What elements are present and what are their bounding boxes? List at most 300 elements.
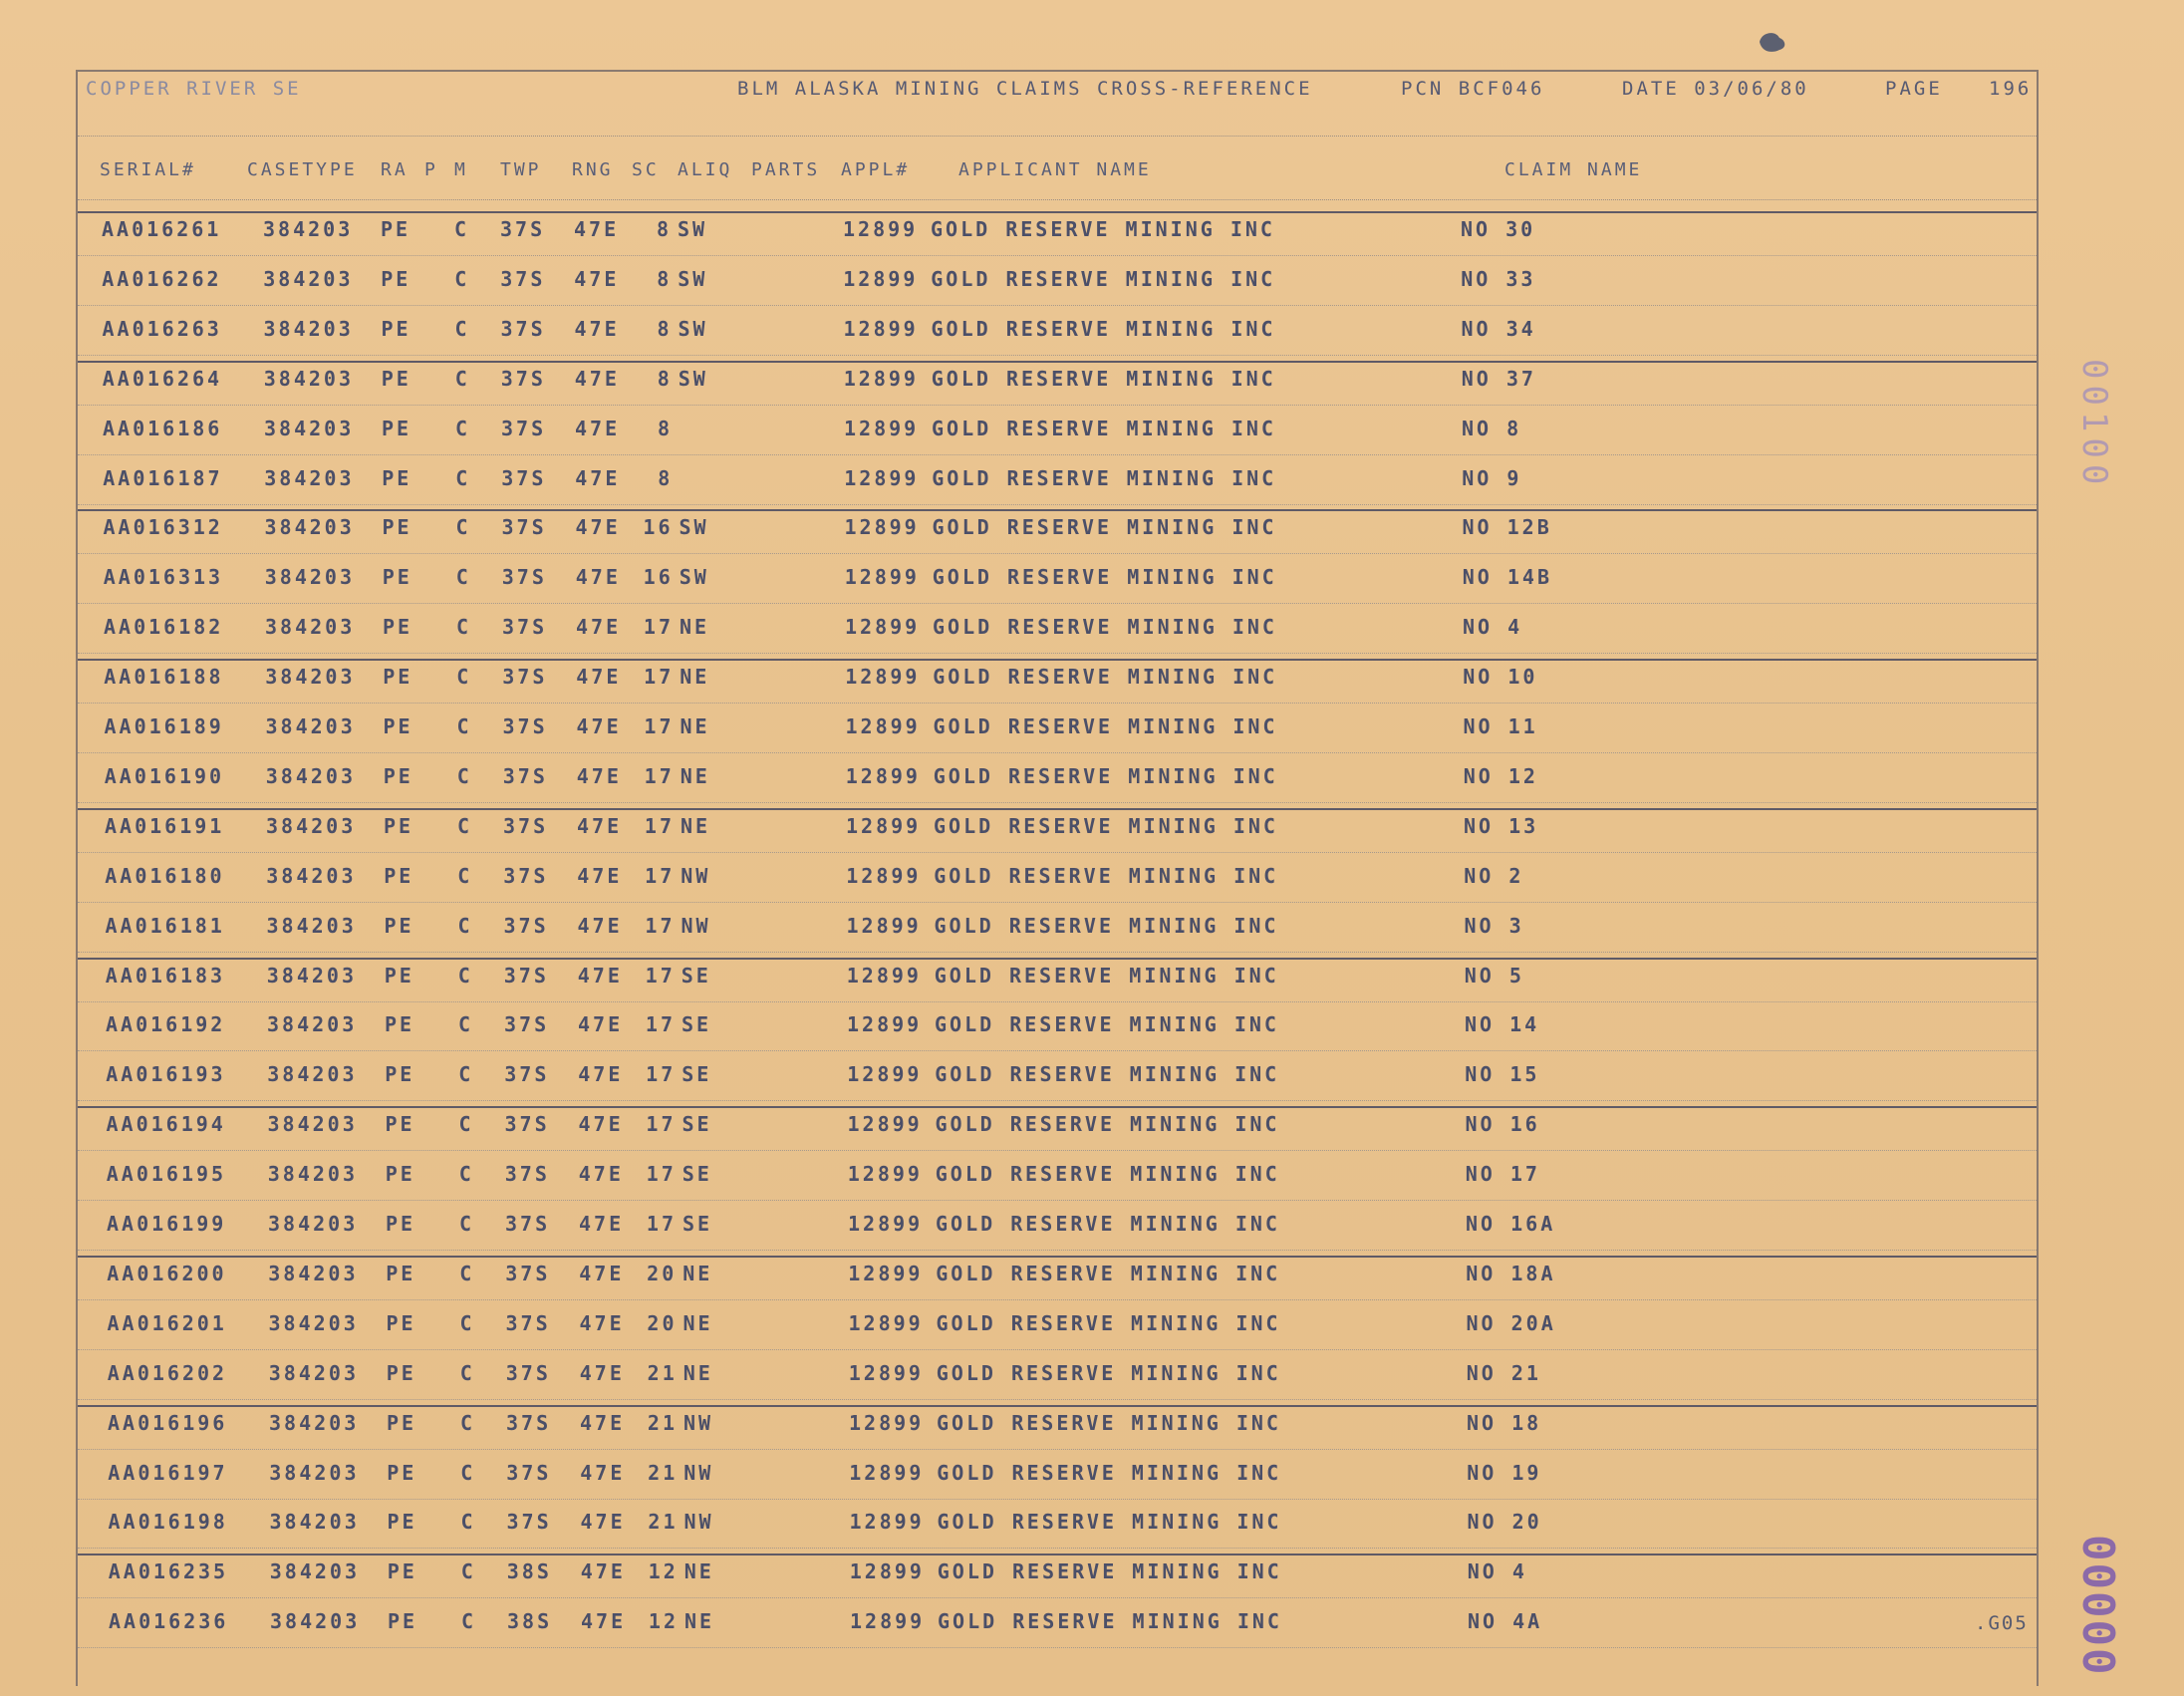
- cell-casetype: 384203: [268, 1310, 359, 1335]
- cell-casetype: 384203: [268, 1360, 359, 1385]
- cell-sc: 8: [657, 366, 673, 391]
- cell-claim: NO 16A: [1466, 1212, 1556, 1236]
- cell-aliq: SE: [682, 1162, 712, 1187]
- col-serial: SERIAL#: [100, 159, 196, 180]
- table-row: [0, 1351, 2184, 1401]
- cell-claim: NO 3: [1464, 913, 1524, 938]
- cell-sc: 17: [644, 813, 675, 838]
- cell-casetype: 384203: [268, 1261, 359, 1285]
- cell-twp: 38S: [506, 1559, 552, 1584]
- cell-claim: NO 15: [1465, 1062, 1540, 1087]
- row-divider: [78, 1399, 2037, 1400]
- cell-appl: 12899: [846, 913, 922, 938]
- row-divider: [78, 603, 2037, 604]
- cell-sc: 20: [647, 1310, 678, 1335]
- cell-serial: AA016194: [106, 1112, 226, 1137]
- cell-aliq: NW: [681, 913, 711, 938]
- cell-serial: AA016193: [106, 1062, 226, 1087]
- cell-serial: AA016180: [105, 863, 225, 888]
- cell-applicant: GOLD RESERVE MINING INC: [934, 913, 1279, 938]
- cell-serial: AA016195: [106, 1162, 227, 1187]
- cell-applicant: GOLD RESERVE MINING INC: [935, 1112, 1280, 1137]
- row-divider: [78, 952, 2037, 953]
- cell-twp: 37S: [503, 813, 549, 838]
- cell-claim: NO 9: [1462, 465, 1522, 490]
- cell-aliq: NW: [683, 1460, 714, 1485]
- cell-appl: 12899: [847, 1012, 923, 1037]
- cell-twp: 37S: [500, 316, 546, 341]
- table-row: [0, 754, 2184, 804]
- cell-claim: NO 12: [1463, 763, 1538, 788]
- cell-serial: AA016196: [108, 1410, 228, 1435]
- row-divider: [78, 305, 2037, 306]
- cell-twp: 37S: [501, 515, 547, 540]
- cell-claim: NO 19: [1467, 1460, 1542, 1485]
- cell-rng: 47E: [575, 416, 621, 440]
- col-m: M: [454, 159, 468, 180]
- cell-casetype: 384203: [267, 1162, 358, 1187]
- cell-ra: PE: [388, 1609, 418, 1634]
- cell-twp: 37S: [500, 266, 546, 291]
- cell-rng: 47E: [576, 714, 622, 738]
- cell-rng: 47E: [578, 1112, 624, 1137]
- cell-applicant: GOLD RESERVE MINING INC: [937, 1510, 1282, 1535]
- row-divider: [78, 405, 2037, 406]
- cell-applicant: GOLD RESERVE MINING INC: [936, 1261, 1281, 1285]
- cell-aliq: SE: [681, 963, 711, 988]
- table-row: [0, 1152, 2184, 1202]
- cell-appl: 12899: [846, 963, 922, 988]
- row-divider: [78, 1647, 2037, 1648]
- row-strike-line: [78, 1256, 2037, 1258]
- cell-sc: 17: [644, 714, 675, 738]
- table-row: [0, 1301, 2184, 1351]
- cell-claim: NO 14: [1465, 1012, 1540, 1037]
- cell-sc: 8: [657, 266, 673, 291]
- cell-applicant: GOLD RESERVE MINING INC: [931, 266, 1276, 291]
- cell-aliq: SE: [682, 1062, 712, 1087]
- cell-aliq: SW: [678, 266, 708, 291]
- cell-claim: NO 37: [1461, 366, 1536, 391]
- cell-ra: PE: [387, 1510, 417, 1535]
- cell-ra: PE: [386, 1360, 416, 1385]
- cell-serial: AA016189: [104, 714, 224, 738]
- cell-twp: 37S: [503, 913, 549, 938]
- cell-ra: PE: [385, 1162, 415, 1187]
- table-row: [0, 257, 2184, 307]
- cell-appl: 12899: [845, 665, 921, 690]
- table-row: [0, 456, 2184, 506]
- cell-m: C: [457, 813, 473, 838]
- cell-serial: AA016187: [103, 465, 223, 490]
- cell-m: C: [455, 565, 471, 590]
- cell-aliq: NE: [680, 763, 710, 788]
- cell-appl: 12899: [844, 465, 920, 490]
- cell-ra: PE: [383, 714, 413, 738]
- cell-sc: 17: [645, 863, 676, 888]
- cell-ra: PE: [382, 416, 412, 440]
- row-divider: [78, 752, 2037, 753]
- cell-ra: PE: [382, 515, 412, 540]
- cell-casetype: 384203: [269, 1559, 360, 1584]
- cell-applicant: GOLD RESERVE MINING INC: [935, 1162, 1280, 1187]
- col-parts: PARTS: [751, 159, 821, 180]
- header-divider: [78, 136, 2037, 137]
- cell-ra: PE: [386, 1212, 416, 1236]
- cell-appl: 12899: [849, 1559, 925, 1584]
- cell-serial: AA016202: [107, 1360, 228, 1385]
- cell-sc: 8: [657, 416, 673, 440]
- cell-rng: 47E: [574, 366, 620, 391]
- col-applicant-name: APPLICANT NAME: [958, 159, 1152, 180]
- cell-aliq: SE: [682, 1012, 712, 1037]
- cell-serial: AA016199: [107, 1212, 227, 1236]
- cell-claim: NO 4: [1463, 615, 1523, 640]
- row-divider: [78, 852, 2037, 853]
- cell-ra: PE: [383, 665, 413, 690]
- cell-aliq: NE: [680, 665, 710, 690]
- report-date: DATE 03/06/80: [1622, 78, 1809, 100]
- col-claim-name: CLAIM NAME: [1504, 159, 1643, 180]
- cell-m: C: [460, 1559, 476, 1584]
- cell-rng: 47E: [576, 615, 622, 640]
- cell-claim: NO 4A: [1468, 1609, 1543, 1634]
- cell-twp: 37S: [504, 1112, 550, 1137]
- row-strike-line: [78, 659, 2037, 661]
- cell-appl: 12899: [848, 1360, 924, 1385]
- row-divider: [78, 1001, 2037, 1002]
- table-row: [0, 954, 2184, 1003]
- cell-appl: 12899: [847, 1112, 923, 1137]
- cell-casetype: 384203: [266, 913, 357, 938]
- cell-m: C: [458, 1162, 474, 1187]
- cell-rng: 47E: [575, 465, 621, 490]
- cell-appl: 12899: [843, 266, 919, 291]
- cell-aliq: SW: [679, 565, 709, 590]
- cell-rng: 47E: [577, 913, 623, 938]
- row-divider: [78, 902, 2037, 903]
- cell-rng: 47E: [580, 1510, 626, 1535]
- cell-twp: 37S: [505, 1261, 551, 1285]
- cell-rng: 47E: [580, 1460, 626, 1485]
- report-title: BLM ALASKA MINING CLAIMS CROSS-REFERENCE: [737, 78, 1313, 100]
- table-row: [0, 1500, 2184, 1550]
- cell-casetype: 384203: [268, 1212, 359, 1236]
- table-row: [0, 555, 2184, 605]
- cell-appl: 12899: [843, 316, 919, 341]
- cell-rng: 47E: [579, 1310, 625, 1335]
- cell-twp: 37S: [500, 217, 546, 241]
- cell-ra: PE: [385, 1062, 415, 1087]
- cell-serial: AA016181: [105, 913, 225, 938]
- cell-rng: 47E: [577, 963, 623, 988]
- cell-sc: 17: [645, 963, 676, 988]
- cell-applicant: GOLD RESERVE MINING INC: [934, 813, 1278, 838]
- cell-m: C: [457, 863, 473, 888]
- cell-sc: 17: [645, 1012, 676, 1037]
- cell-aliq: SW: [678, 316, 708, 341]
- cell-m: C: [460, 1410, 476, 1435]
- cell-ra: PE: [385, 1012, 415, 1037]
- col-twp: TWP: [500, 159, 542, 180]
- table-row: [0, 705, 2184, 754]
- table-row: [0, 854, 2184, 904]
- cell-appl: 12899: [843, 366, 919, 391]
- cell-serial: AA016197: [108, 1460, 228, 1485]
- cell-m: C: [460, 1510, 476, 1535]
- row-divider: [78, 1597, 2037, 1598]
- col-aliq: ALIQ: [678, 159, 733, 180]
- row-divider: [78, 504, 2037, 505]
- cell-appl: 12899: [846, 863, 922, 888]
- row-strike-line: [78, 211, 2037, 213]
- cell-serial: AA016183: [105, 963, 226, 988]
- cell-rng: 47E: [575, 565, 621, 590]
- cell-applicant: GOLD RESERVE MINING INC: [932, 465, 1277, 490]
- row-strike-line: [78, 509, 2037, 511]
- cell-aliq: SW: [678, 217, 708, 241]
- cell-twp: 37S: [505, 1360, 551, 1385]
- cell-m: C: [454, 366, 470, 391]
- cell-twp: 37S: [501, 465, 547, 490]
- cell-aliq: NE: [682, 1360, 713, 1385]
- col-ra: RA: [381, 159, 409, 180]
- cell-claim: NO 13: [1464, 813, 1539, 838]
- cell-sc: 8: [657, 316, 673, 341]
- cell-sc: 12: [648, 1609, 679, 1634]
- cell-rng: 47E: [576, 665, 622, 690]
- cell-m: C: [456, 763, 472, 788]
- cell-claim: NO 18: [1467, 1410, 1542, 1435]
- cell-ra: PE: [383, 615, 413, 640]
- cell-m: C: [459, 1261, 475, 1285]
- row-divider: [78, 1150, 2037, 1151]
- cell-appl: 12899: [849, 1460, 925, 1485]
- cell-twp: 37S: [503, 863, 549, 888]
- cell-rng: 47E: [579, 1261, 625, 1285]
- cell-ra: PE: [381, 217, 411, 241]
- cell-casetype: 384203: [265, 615, 356, 640]
- table-row: [0, 1550, 2184, 1599]
- table-row: [0, 1052, 2184, 1102]
- col-p: P: [424, 159, 438, 180]
- cell-casetype: 384203: [266, 813, 357, 838]
- cell-aliq: NE: [684, 1609, 715, 1634]
- cell-casetype: 384203: [263, 366, 354, 391]
- cell-m: C: [456, 615, 472, 640]
- cell-rng: 47E: [578, 1162, 624, 1187]
- cell-casetype: 384203: [265, 714, 356, 738]
- cell-m: C: [460, 1460, 476, 1485]
- table-row: [0, 207, 2184, 257]
- cell-ra: PE: [384, 813, 414, 838]
- cell-serial: AA016261: [102, 217, 222, 241]
- cell-rng: 47E: [581, 1609, 627, 1634]
- cell-applicant: GOLD RESERVE MINING INC: [932, 565, 1277, 590]
- cell-casetype: 384203: [266, 863, 357, 888]
- cell-casetype: 384203: [269, 1510, 360, 1535]
- cell-twp: 37S: [502, 615, 548, 640]
- table-row: [0, 605, 2184, 655]
- cell-claim: NO 21: [1466, 1360, 1541, 1385]
- cell-casetype: 384203: [265, 763, 356, 788]
- cell-sc: 12: [648, 1559, 679, 1584]
- cell-m: C: [461, 1609, 477, 1634]
- cell-appl: 12899: [844, 515, 920, 540]
- cell-claim: NO 16: [1465, 1112, 1540, 1137]
- cell-appl: 12899: [845, 714, 921, 738]
- cell-m: C: [458, 1062, 474, 1087]
- cell-claim: NO 33: [1461, 266, 1536, 291]
- cell-casetype: 384203: [267, 1062, 358, 1087]
- row-divider: [78, 1548, 2037, 1549]
- ink-blot-mark: [1756, 28, 1789, 54]
- cell-twp: 37S: [501, 565, 547, 590]
- table-row: [0, 1401, 2184, 1451]
- cell-aliq: NE: [682, 1261, 713, 1285]
- row-divider: [78, 1499, 2037, 1500]
- footer-code: .G05: [1975, 1612, 2029, 1634]
- cell-casetype: 384203: [263, 217, 354, 241]
- cell-ra: PE: [387, 1559, 417, 1584]
- cell-twp: 38S: [507, 1609, 553, 1634]
- cell-applicant: GOLD RESERVE MINING INC: [931, 316, 1276, 341]
- cell-applicant: GOLD RESERVE MINING INC: [937, 1460, 1282, 1485]
- cell-twp: 37S: [504, 1012, 550, 1037]
- cell-applicant: GOLD RESERVE MINING INC: [933, 763, 1278, 788]
- cell-twp: 37S: [503, 963, 549, 988]
- cell-applicant: GOLD RESERVE MINING INC: [933, 615, 1277, 640]
- cell-claim: NO 12B: [1462, 515, 1552, 540]
- cell-claim: NO 18A: [1466, 1261, 1556, 1285]
- cell-m: C: [455, 515, 471, 540]
- cell-appl: 12899: [849, 1510, 925, 1535]
- row-divider: [78, 1100, 2037, 1101]
- cell-m: C: [459, 1360, 475, 1385]
- cell-appl: 12899: [848, 1261, 924, 1285]
- cell-sc: 17: [646, 1162, 677, 1187]
- cell-claim: NO 4: [1467, 1559, 1527, 1584]
- cell-serial: AA016264: [102, 366, 223, 391]
- cell-serial: AA016186: [103, 416, 223, 440]
- table-row: [0, 357, 2184, 407]
- cell-m: C: [456, 714, 472, 738]
- cell-twp: 37S: [502, 665, 548, 690]
- cell-sc: 17: [646, 1212, 677, 1236]
- cell-casetype: 384203: [264, 465, 355, 490]
- table-row: [0, 1252, 2184, 1301]
- row-strike-line: [78, 958, 2037, 960]
- cell-claim: NO 34: [1461, 316, 1536, 341]
- cell-appl: 12899: [845, 615, 921, 640]
- cell-casetype: 384203: [270, 1609, 361, 1634]
- cell-applicant: GOLD RESERVE MINING INC: [931, 217, 1275, 241]
- cell-ra: PE: [385, 1112, 415, 1137]
- cell-serial: AA016235: [108, 1559, 229, 1584]
- cell-sc: 17: [645, 913, 676, 938]
- row-strike-line: [78, 361, 2037, 363]
- cell-sc: 16: [643, 565, 674, 590]
- cell-rng: 47E: [574, 316, 620, 341]
- table-row: [0, 1102, 2184, 1152]
- row-divider: [78, 1050, 2037, 1051]
- table-row: [0, 307, 2184, 357]
- cell-m: C: [459, 1310, 475, 1335]
- cell-casetype: 384203: [267, 1112, 358, 1137]
- cell-rng: 47E: [579, 1360, 625, 1385]
- row-divider: [78, 1250, 2037, 1251]
- cell-m: C: [458, 1112, 474, 1137]
- cell-sc: 17: [646, 1112, 677, 1137]
- cell-appl: 12899: [848, 1212, 924, 1236]
- cell-sc: 17: [644, 665, 675, 690]
- row-strike-line: [78, 1554, 2037, 1555]
- cell-rng: 47E: [580, 1559, 626, 1584]
- cell-aliq: NE: [682, 1310, 713, 1335]
- row-divider: [78, 1299, 2037, 1300]
- cell-claim: NO 20A: [1466, 1310, 1556, 1335]
- cell-rng: 47E: [577, 863, 623, 888]
- row-divider: [78, 802, 2037, 803]
- cell-aliq: NW: [683, 1510, 714, 1535]
- cell-sc: 20: [647, 1261, 678, 1285]
- cell-ra: PE: [381, 366, 411, 391]
- cell-applicant: GOLD RESERVE MINING INC: [935, 1012, 1279, 1037]
- col-rng: RNG: [572, 159, 614, 180]
- table-row: [0, 505, 2184, 555]
- cell-m: C: [456, 665, 472, 690]
- cell-aliq: SE: [682, 1112, 712, 1137]
- cell-twp: 37S: [500, 366, 546, 391]
- cell-sc: 17: [646, 1062, 677, 1087]
- cell-aliq: SW: [679, 515, 709, 540]
- row-divider: [78, 1449, 2037, 1450]
- cell-casetype: 384203: [263, 316, 354, 341]
- cell-rng: 47E: [576, 763, 622, 788]
- cell-claim: NO 10: [1463, 665, 1538, 690]
- row-divider: [78, 703, 2037, 704]
- cell-applicant: GOLD RESERVE MINING INC: [937, 1410, 1281, 1435]
- cell-twp: 37S: [506, 1410, 552, 1435]
- table-row: [0, 655, 2184, 705]
- cell-applicant: GOLD RESERVE MINING INC: [931, 366, 1276, 391]
- row-divider: [78, 553, 2037, 554]
- cell-claim: NO 11: [1463, 714, 1538, 738]
- cell-aliq: NW: [683, 1410, 714, 1435]
- cell-twp: 37S: [505, 1310, 551, 1335]
- table-row: [0, 1599, 2184, 1649]
- cell-aliq: NE: [680, 615, 710, 640]
- col-appl: APPL#: [841, 159, 911, 180]
- cell-appl: 12899: [848, 1310, 924, 1335]
- cell-serial: AA016188: [104, 665, 224, 690]
- row-strike-line: [78, 1106, 2037, 1108]
- cell-serial: AA016192: [106, 1012, 226, 1037]
- cell-applicant: GOLD RESERVE MINING INC: [934, 963, 1279, 988]
- cell-ra: PE: [386, 1261, 416, 1285]
- cell-twp: 37S: [501, 416, 547, 440]
- cell-aliq: NE: [683, 1559, 714, 1584]
- cell-sc: 8: [656, 217, 672, 241]
- cell-m: C: [459, 1212, 475, 1236]
- cell-serial: AA016198: [108, 1510, 228, 1535]
- row-divider: [78, 653, 2037, 654]
- cell-m: C: [458, 1012, 474, 1037]
- cell-claim: NO 14B: [1462, 565, 1552, 590]
- cell-appl: 12899: [847, 1062, 923, 1087]
- cell-appl: 12899: [850, 1609, 926, 1634]
- cell-applicant: GOLD RESERVE MINING INC: [936, 1360, 1281, 1385]
